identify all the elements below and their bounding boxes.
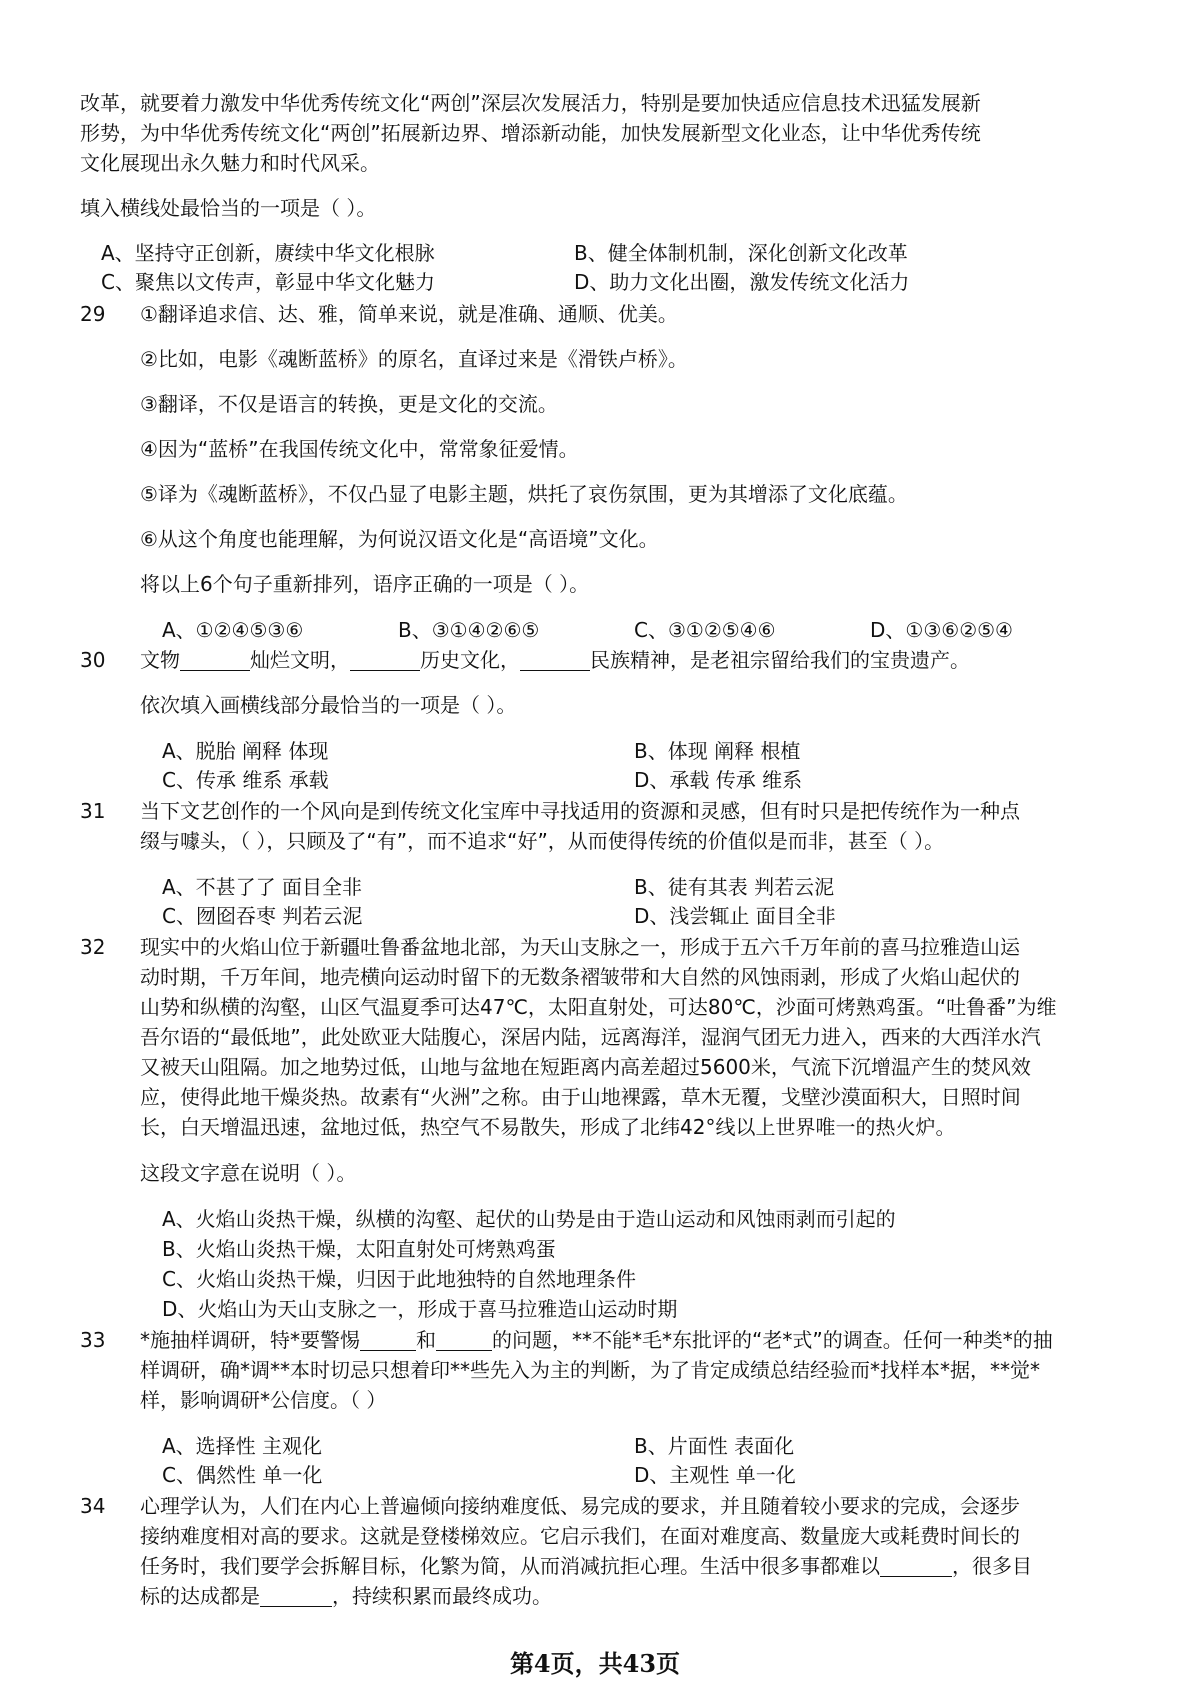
question-prompt: 这段文字意在说明（ ）。 (140, 1161, 357, 1185)
option-b: B、徒有其表 判若云泥 (634, 875, 835, 899)
passage-line (140, 1552, 1032, 1580)
stem-text: 和 (416, 1328, 436, 1352)
question-stem-line (140, 1326, 1053, 1354)
option-b: B、③①④②⑥⑤ (398, 618, 540, 642)
option-a: A、坚持守正创新，赓续中华文化根脉 (101, 241, 435, 265)
question-number: 34 (80, 1494, 106, 1518)
stem-text: 文物 (140, 648, 180, 672)
fill-blank (350, 650, 420, 671)
option-a: A、脱胎 阐释 体现 (162, 739, 329, 763)
option-d: D、助力文化出圈，激发传统文化活力 (574, 270, 910, 294)
option-d: D、主观性 单一化 (634, 1463, 796, 1487)
question-number: 33 (80, 1328, 106, 1352)
option-c: C、火焰山炎热干燥，归因于此地独特的自然地理条件 (162, 1267, 636, 1291)
question-stem-line: 缀与噱头，（ ），只顾及了“有”，而不追求“好”，从而使得传统的价值似是而非，甚至（ ）。 (140, 829, 945, 853)
passage-line: 应，使得此地干燥炎热。故素有“火洲”之称。由于山地裸露，草木无覆，戈壁沙漠面积大，日照时间 (140, 1085, 1021, 1109)
passage-line: 心理学认为，人们在内心上普遍倾向接纳难度低、易完成的要求，并且随着较小要求的完成，会逐步 (140, 1494, 1020, 1518)
question-number: 31 (80, 799, 106, 823)
option-b: B、健全体制机制，深化创新文化改革 (574, 241, 908, 265)
question-stem (140, 646, 970, 674)
passage-line (140, 1582, 552, 1610)
sentence-4: ④因为“蓝桥”在我国传统文化中，常常象征爱情。 (140, 437, 579, 461)
option-a: A、不甚了了 面目全非 (162, 875, 363, 899)
sentence-2: ②比如，电影《魂断蓝桥》的原名，直译过来是《滑铁卢桥》。 (140, 347, 688, 371)
stem-text: 任务时，我们要学会拆解目标，化繁为简，从而消减抗拒心理。生活中很多事都难以 (140, 1554, 880, 1578)
option-c: C、传承 维系 承载 (162, 768, 329, 792)
fill-blank (260, 1586, 332, 1607)
question-number: 30 (80, 648, 106, 672)
stem-text: ，很多目 (952, 1554, 1032, 1578)
passage-line: 改革，就要着力激发中华优秀传统文化“两创”深层次发展活力，特别是要加快适应信息技术迅猛发展新 (80, 91, 981, 115)
passage-line: 又被天山阻隔。加之地势过低，山地与盆地在短距离内高差超过5600米，气流下沉增温产生的焚风效 (140, 1055, 1031, 1079)
fill-blank (360, 1330, 416, 1351)
question-prompt: 填入横线处最恰当的一项是（ ）。 (80, 196, 377, 220)
passage-line: 现实中的火焰山位于新疆吐鲁番盆地北部，为天山支脉之一，形成于五六千万年前的喜马拉雅造山运 (140, 935, 1020, 959)
question-stem-line: 当下文艺创作的一个风向是到传统文化宝库中寻找适用的资源和灵感，但有时只是把传统作为一种点 (140, 799, 1020, 823)
option-d: D、承载 传承 维系 (634, 768, 803, 792)
fill-blank (520, 650, 590, 671)
sentence-1: ①翻译追求信、达、雅，简单来说，就是准确、通顺、优美。 (140, 302, 678, 326)
option-a: A、火焰山炎热干燥，纵横的沟壑、起伏的山势是由于造山运动和风蚀雨剥而引起的 (162, 1207, 896, 1231)
question-prompt: 依次填入画横线部分最恰当的一项是（ ）。 (140, 693, 517, 717)
fill-blank (880, 1556, 952, 1577)
passage-line: 吾尔语的“最低地”，此处欧亚大陆腹心，深居内陆，远离海洋，湿润气团无力进入，西来的大西洋水汽 (140, 1025, 1041, 1049)
option-c: C、聚焦以文传声，彰显中华文化魅力 (101, 270, 435, 294)
stem-text: *施抽样调研，特*要警惕 (140, 1328, 360, 1352)
question-number: 29 (80, 302, 106, 326)
passage-line: 山势和纵横的沟壑，山区气温夏季可达47℃，太阳直射处，可达80℃，沙面可烤熟鸡蛋。“吐鲁番”为维 (140, 995, 1057, 1019)
option-c: C、③①②⑤④⑥ (634, 618, 776, 642)
stem-text: 灿烂文明， (250, 648, 350, 672)
passage-line: 动时期，千万年间，地壳横向运动时留下的无数条褶皱带和大自然的风蚀雨剥，形成了火焰山起伏的 (140, 965, 1020, 989)
option-a: A、①②④⑤③⑥ (162, 618, 304, 642)
question-stem-line: 样调研，确*调**本时切忌只想着印**些先入为主的判断，为了肯定成绩总结经验而*找样本*据，**觉* (140, 1358, 1040, 1382)
stem-text: 的问题，**不能*毛*东批评的“老*式”的调查。任何一种类*的抽 (492, 1328, 1053, 1352)
passage-line: 文化展现出永久魅力和时代风采。 (80, 151, 380, 175)
fill-blank (180, 650, 250, 671)
stem-text: 历史文化， (420, 648, 520, 672)
option-b: B、体现 阐释 根植 (634, 739, 801, 763)
option-d: D、火焰山为天山支脉之一，形成于喜马拉雅造山运动时期 (162, 1297, 678, 1321)
stem-text: 民族精神，是老祖宗留给我们的宝贵遗产。 (590, 648, 970, 672)
passage-line: 形势，为中华优秀传统文化“两创”拓展新边界、增添新动能，加快发展新型文化业态，让中华优秀传统 (80, 121, 981, 145)
question-prompt: 将以上6个句子重新排列，语序正确的一项是（ ）。 (140, 572, 590, 596)
passage-line: 长，白天增温迅速，盆地过低，热空气不易散失，形成了北纬42°线以上世界唯一的热火炉。 (140, 1115, 956, 1139)
stem-text: 标的达成都是 (140, 1584, 260, 1608)
option-b: B、火焰山炎热干燥，太阳直射处可烤熟鸡蛋 (162, 1237, 556, 1261)
page-footer: 第4页，共43页 (509, 1649, 681, 1678)
sentence-3: ③翻译，不仅是语言的转换，更是文化的交流。 (140, 392, 558, 416)
option-d: D、①③⑥②⑤④ (870, 618, 1013, 642)
passage-line: 接纳难度相对高的要求。这就是登楼梯效应。它启示我们，在面对难度高、数量庞大或耗费时间长的 (140, 1524, 1020, 1548)
stem-text: ，持续积累而最终成功。 (332, 1584, 552, 1608)
option-c: C、囫囵吞枣 判若云泥 (162, 904, 363, 928)
option-a: A、选择性 主观化 (162, 1434, 323, 1458)
question-number: 32 (80, 935, 106, 959)
option-c: C、偶然性 单一化 (162, 1463, 323, 1487)
option-b: B、片面性 表面化 (634, 1434, 795, 1458)
sentence-5: ⑤译为《魂断蓝桥》，不仅凸显了电影主题，烘托了哀伤氛围，更为其增添了文化底蕴。 (140, 482, 908, 506)
sentence-6: ⑥从这个角度也能理解，为何说汉语文化是“高语境”文化。 (140, 527, 659, 551)
fill-blank (436, 1330, 492, 1351)
option-d: D、浅尝辄止 面目全非 (634, 904, 836, 928)
question-stem-line: 样，影响调研*公信度。（ ） (140, 1388, 387, 1412)
